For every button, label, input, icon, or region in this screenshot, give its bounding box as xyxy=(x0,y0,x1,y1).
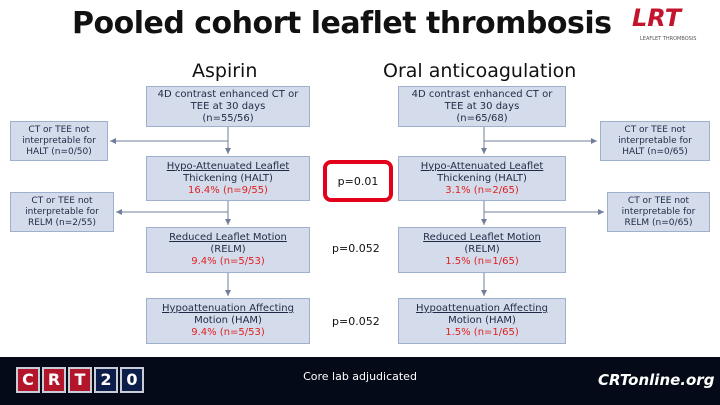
crt-logo-letter: T xyxy=(68,367,92,393)
oac-column-heading: Oral anticoagulation xyxy=(383,60,577,82)
aspirin-relm-line2: (RELM) xyxy=(210,244,246,255)
aspirin-ham-box xyxy=(146,298,310,344)
aspirin-relm-excluded-line1: CT or TEE not xyxy=(31,195,93,206)
oac-relm-stat: 1.5% (n=1/65) xyxy=(445,256,519,267)
halt-pvalue-highlight xyxy=(323,160,393,202)
aspirin-halt-box xyxy=(146,156,310,201)
crtonline-link[interactable]: CRTonline.org xyxy=(598,371,715,389)
aspirin-halt-excluded-line1: CT or TEE not xyxy=(28,124,90,135)
oac-halt-stat: 3.1% (n=2/65) xyxy=(445,184,519,196)
crt-logo-digit: 2 xyxy=(94,367,118,393)
oac-ham-box xyxy=(398,298,566,344)
oac-halt-excluded-count: HALT (n=0/65) xyxy=(622,146,688,157)
oac-halt-excluded-line2: interpretable for xyxy=(618,135,692,146)
aspirin-halt-excluded-box xyxy=(10,121,108,161)
aspirin-imaging-box xyxy=(146,86,310,127)
oac-ham-line1: Hypoattenuation Affecting xyxy=(416,303,548,314)
oac-ham-stat: 1.5% (n=1/65) xyxy=(445,327,519,338)
oac-relm-box xyxy=(398,227,566,273)
slide-title: Pooled cohort leaflet thrombosis xyxy=(72,6,612,41)
halt-pvalue: p=0.01 xyxy=(337,174,379,188)
aspirin-halt-stat: 16.4% (n=9/55) xyxy=(188,184,268,196)
ham-pvalue: p=0.052 xyxy=(332,315,380,328)
aspirin-ham-stat: 9.4% (n=5/53) xyxy=(191,327,265,338)
relm-pvalue: p=0.052 xyxy=(332,242,380,255)
oac-relm-excluded-line1: CT or TEE not xyxy=(627,195,690,206)
aspirin-ham-line1: Hypoattenuation Affecting xyxy=(162,303,294,314)
oac-relm-excluded-count: RELM (n=0/65) xyxy=(624,217,693,228)
aspirin-ham-line2: Motion (HAM) xyxy=(194,315,262,326)
aspirin-imaging-line2: TEE at 30 days xyxy=(190,100,266,112)
oac-imaging-box xyxy=(398,86,566,127)
footer-note: Core lab adjudicated xyxy=(303,370,417,383)
lrt-logo: LRT xyxy=(632,4,682,32)
oac-imaging-count: (n=65/68) xyxy=(456,112,508,124)
oac-halt-line1: Hypo-Attenuated Leaflet xyxy=(420,160,544,172)
aspirin-relm-line1: Reduced Leaflet Motion xyxy=(169,232,287,243)
oac-relm-excluded-line2: interpretable for xyxy=(621,206,696,217)
oac-relm-line1: Reduced Leaflet Motion xyxy=(423,232,541,243)
oac-halt-line2: Thickening (HALT) xyxy=(437,172,527,184)
aspirin-imaging-line1: 4D contrast enhanced CT or xyxy=(157,88,299,100)
oac-imaging-line1: 4D contrast enhanced CT or xyxy=(411,88,553,100)
oac-relm-excluded-box xyxy=(607,192,710,232)
aspirin-halt-excluded-count: HALT (n=0/50) xyxy=(26,146,92,157)
oac-halt-excluded-box xyxy=(600,121,710,161)
aspirin-relm-excluded-line2: interpretable for xyxy=(25,206,99,217)
oac-halt-box xyxy=(398,156,566,201)
aspirin-relm-excluded-count: RELM (n=2/55) xyxy=(27,217,97,228)
aspirin-relm-box xyxy=(146,227,310,273)
lrt-logo-tagline: LEAFLET THROMBOSIS xyxy=(640,36,697,42)
aspirin-column-heading: Aspirin xyxy=(192,60,258,82)
oac-imaging-line2: TEE at 30 days xyxy=(444,100,520,112)
oac-halt-excluded-line1: CT or TEE not xyxy=(624,124,686,135)
aspirin-relm-stat: 9.4% (n=5/53) xyxy=(191,256,265,267)
crt-logo-letter: R xyxy=(42,367,66,393)
aspirin-relm-excluded-box xyxy=(10,192,114,232)
aspirin-halt-line1: Hypo-Attenuated Leaflet xyxy=(166,160,290,172)
aspirin-imaging-count: (n=55/56) xyxy=(202,112,254,124)
aspirin-halt-excluded-line2: interpretable for xyxy=(22,135,96,146)
oac-relm-line2: (RELM) xyxy=(464,244,500,255)
aspirin-halt-line2: Thickening (HALT) xyxy=(183,172,273,184)
crt-logo-digit: 0 xyxy=(120,367,144,393)
oac-ham-line2: Motion (HAM) xyxy=(448,315,516,326)
crt-logo-letter: C xyxy=(16,367,40,393)
